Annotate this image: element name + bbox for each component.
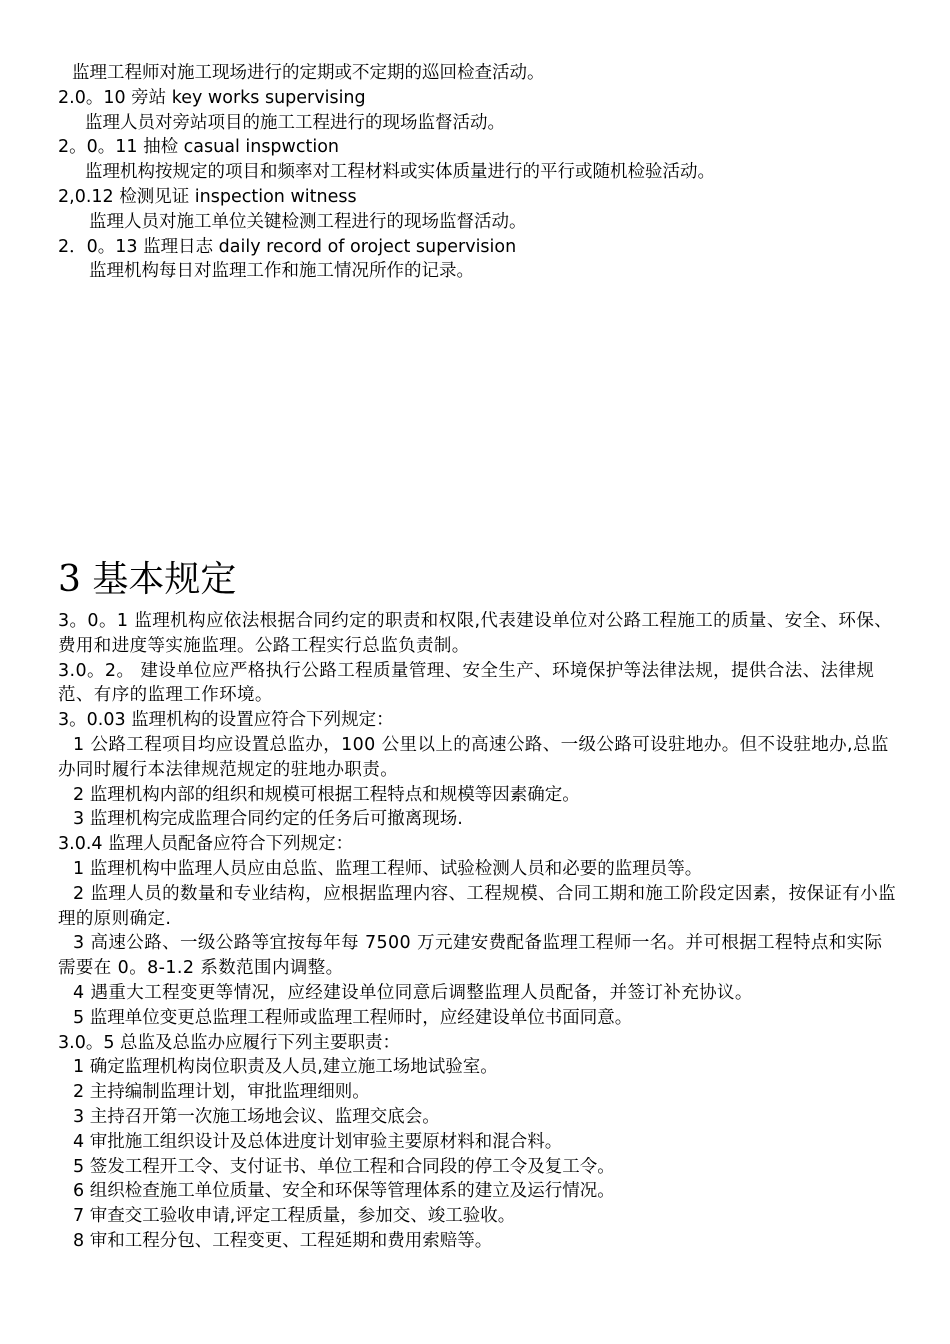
clause-3-0-4-item: 1 监理机构中监理人员应由总监、监理工程师、试验检测人员和必要的监理员等。	[73, 858, 703, 879]
clause-3-0-3-title: 3。0.03 监理机构的设置应符合下列规定：	[58, 710, 394, 731]
clause-3-0-5-item: 8 审和工程分包、工程变更、工程延期和费用索赔等。	[73, 1230, 493, 1251]
clause-3-0-3-item: 1 公路工程项目均应设置总监办，100 公里以上的高速公路、一级公路可设驻地办。但不设驻地办,总监办同时履行本法律规范规定的驻地办职责。	[58, 734, 889, 780]
clause-3-0-3-item: 2 监理机构内部的组织和规模可根据工程特点和规模等因素确定。	[73, 784, 580, 805]
term-definition-inspection: 监理工程师对施工现场进行的定期或不定期的巡回检查活动。	[72, 63, 545, 83]
term-title-inspection-witness: 2,0.12 检测见证 inspection witness	[58, 186, 357, 207]
clause-3-0-5-item: 4 审批施工组织设计及总体进度计划审验主要原材料和混合料。	[73, 1131, 563, 1152]
term-title-key-works: 2.0。10 旁站 key works supervising	[58, 87, 366, 108]
section-3-heading: 3 基本规定	[58, 559, 237, 600]
clause-3-0-5-item: 5 签发工程开工令、支付证书、单位工程和合同段的停工令及复工令。	[73, 1156, 615, 1177]
term-definition-casual-inspection: 监理机构按规定的项目和频率对工程材料或实体质量进行的平行或随机检验活动。	[85, 162, 715, 183]
clause-3-0-5-item: 2 主持编制监理计划，审批监理细则。	[73, 1082, 370, 1103]
clause-3-0-1: 3。0。1 监理机构应依法根据合同约定的职责和权限,代表建设单位对公路工程施工的质量、安全、环保、费用和进度等实施监理。公路工程实行总监负责制。	[58, 611, 893, 656]
section-2-terms	[58, 61, 898, 284]
term-definition-inspection-witness: 监理人员对施工单位关键检测工程进行的现场监督活动。	[89, 211, 527, 232]
section-3-body	[58, 609, 898, 1254]
clause-3-0-4-title: 3.0.4 监理人员配备应符合下列规定：	[58, 834, 354, 855]
clause-3-0-5-item: 7 审查交工验收申请,评定工程质量，参加交、竣工验收。	[73, 1206, 516, 1227]
term-title-daily-record: 2．0。13 监理日志 daily record of oroject supervision	[58, 236, 517, 257]
clause-3-0-5-item: 3 主持召开第一次施工场地会议、监理交底会。	[73, 1106, 440, 1127]
clause-3-0-4-item: 3 高速公路、一级公路等宜按每年每 7500 万元建安费配备监理工程师一名。并可根据工程特点和实际需要在 0。8-1.2 系数范围内调整。	[58, 933, 883, 979]
clause-3-0-4-item: 5 监理单位变更总监理工程师或监理工程师时，应经建设单位书面同意。	[73, 1007, 633, 1028]
clause-3-0-5-item: 6 组织检查施工单位质量、安全和环保等管理体系的建立及运行情况。	[73, 1181, 615, 1202]
term-definition-key-works: 监理人员对旁站项目的施工工程进行的现场监督活动。	[85, 112, 505, 133]
clause-3-0-5-title: 3.0。5 总监及总监办应履行下列主要职责：	[58, 1032, 401, 1053]
term-title-casual-inspection: 2。0。11 抽检 casual inspwction	[58, 137, 339, 158]
clause-3-0-2: 3.0。2。 建设单位应严格执行公路工程质量管理、安全生产、环境保护等法律法规，提供合法、法律规范、有序的监理工作环境。	[58, 660, 875, 706]
term-definition-daily-record: 监理机构每日对监理工作和施工情况所作的记录。	[89, 261, 474, 282]
clause-3-0-4-item: 4 遇重大工程变更等情况，应经建设单位同意后调整监理人员配备，并签订补充协议。	[73, 982, 753, 1003]
clause-3-0-3-item: 3 监理机构完成监理合同约定的任务后可撤离现场.	[73, 809, 463, 830]
clause-3-0-5-item: 1 确定监理机构岗位职责及人员,建立施工场地试验室。	[73, 1057, 498, 1078]
clause-3-0-4-item: 2 监理人员的数量和专业结构，应根据监理内容、工程规模、合同工期和施工阶段定因素，按保证有小监理的原则确定.	[58, 883, 896, 929]
